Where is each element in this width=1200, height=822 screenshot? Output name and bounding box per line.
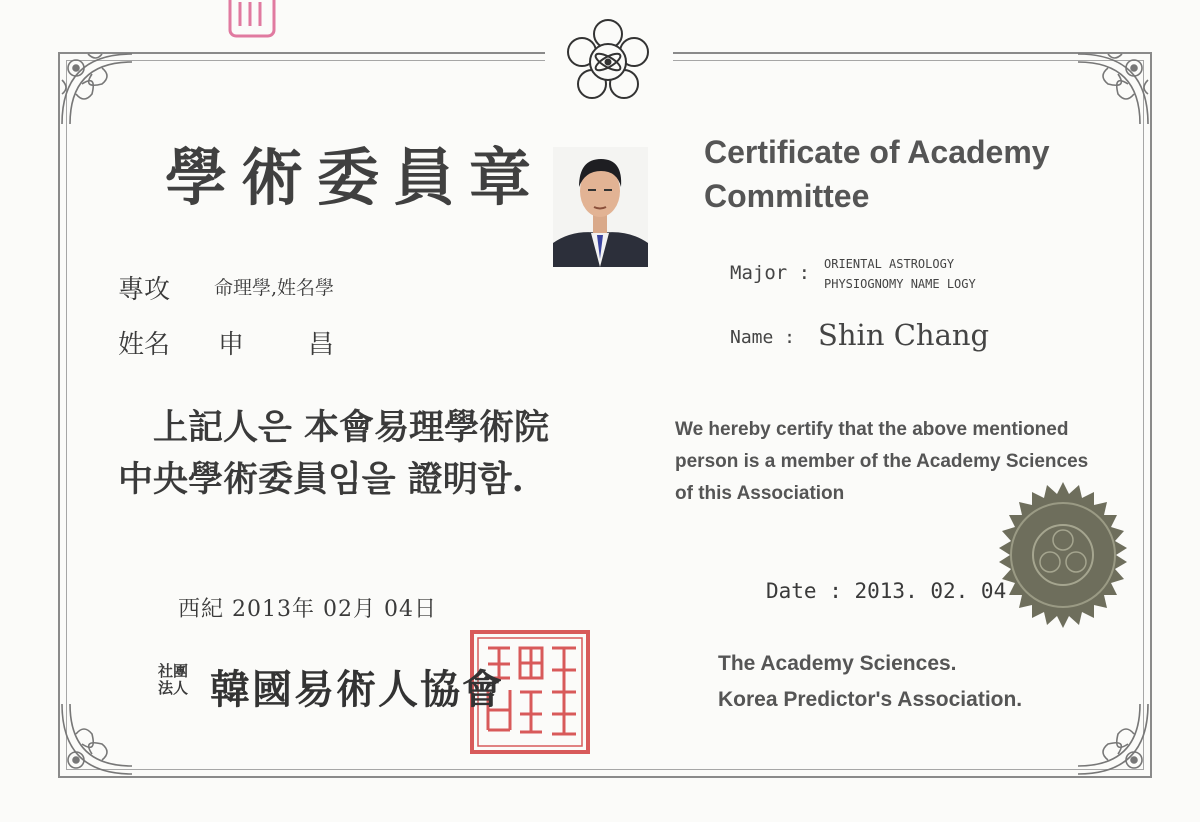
major-label-english: Major :	[730, 262, 811, 284]
certification-statement-english: We hereby certify that the above mentioned person is a member of the Academy Sciences of this Association	[675, 419, 1089, 504]
title-english: Certificate of Academy Committee	[704, 134, 1050, 214]
major-label-korean: 專攻	[118, 275, 171, 305]
certification-statement-korean: 上記人은 本會易理學術院 中央學術委員임을 證明함.	[118, 407, 549, 500]
issuer-name-english	[718, 646, 1098, 718]
name-value-english: Shin Chang	[818, 318, 990, 352]
name-label-korean: 姓名	[118, 330, 171, 360]
partial-stamp-icon	[226, 0, 278, 40]
issue-date-english: Date : 2013. 02. 04	[766, 579, 1007, 603]
issuer-prefix-korean: 社團法人	[158, 662, 189, 697]
issue-date-korean: 西紀 2013年 02月 04日	[178, 597, 437, 622]
issuer-line-1: The Academy Sciences.	[718, 652, 957, 675]
embossed-seal-icon	[988, 480, 1138, 630]
title-korean: 學術委員章	[165, 141, 546, 214]
name-label-english: Name :	[730, 327, 796, 348]
corner-ornament-icon	[1068, 44, 1158, 134]
major-value-korean: 命理學,姓名學	[214, 277, 335, 299]
major-value-line-1: ORIENTAL ASTROLOGY	[824, 257, 955, 271]
association-emblem-icon	[558, 12, 658, 112]
major-value-line-2: PHYSIOGNOMY NAME LOGY	[824, 277, 976, 291]
major-value-english	[824, 254, 976, 294]
issuer-name-korean: 韓國易術人協會	[210, 666, 504, 713]
name-value-korean: 申 昌	[218, 330, 339, 360]
issuer-line-2: Korea Predictor's Association.	[718, 688, 1023, 711]
corner-ornament-icon	[52, 694, 142, 784]
portrait-photo	[553, 147, 648, 267]
corner-ornament-icon	[52, 44, 142, 134]
